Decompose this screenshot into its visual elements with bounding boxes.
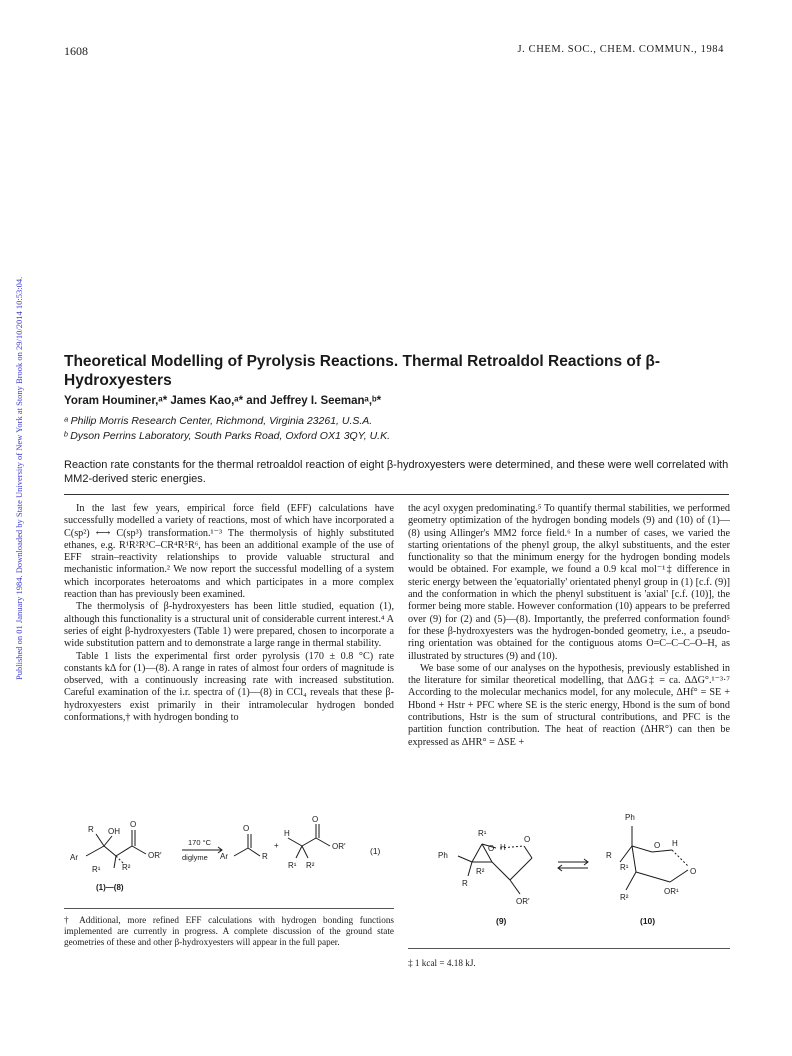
svg-text:OR′: OR′ bbox=[516, 897, 530, 906]
svg-text:Ar: Ar bbox=[220, 852, 228, 861]
svg-text:H: H bbox=[284, 829, 290, 838]
condition-temperature: 170 °C bbox=[188, 838, 212, 847]
paragraph: The thermolysis of β-hydroxyesters has been little studied, equation (1), although this functionality is a structural unit of considerable current interest.⁴ A series of eight β-hydroxyesters (Table 1) were prepared, chosen to incorporate a wide substitution pattern and to demonstrate a large range in thermal stability. bbox=[64, 601, 394, 650]
svg-text:O: O bbox=[654, 841, 661, 850]
svg-text:O: O bbox=[524, 835, 531, 844]
footnote-double-dagger: ‡ 1 kcal = 4.18 kJ. bbox=[408, 958, 476, 968]
svg-text:Ph: Ph bbox=[438, 851, 448, 860]
svg-text:R¹: R¹ bbox=[478, 829, 487, 838]
article-authors: Yoram Houminer,ᵃ* James Kao,ᵃ* and Jeffrey I. Seemanᵃ,ᵇ* bbox=[64, 395, 382, 407]
journal-header: J. CHEM. SOC., CHEM. COMMUN., 1984 bbox=[517, 44, 724, 55]
svg-text:H: H bbox=[672, 839, 678, 848]
paragraph: Table 1 lists the experimental first order pyrolysis (170 ± 0.8 °C) rate constants kΔ for (1)—(8). A range in rates of almost four orders of magnitude is observed, with a continuously increasing rate with increased substitution. Careful examination of the i.r. spectra of (1)—(8) in CCl₄ reveals that these β-hydroxyesters exist primarily in their intramolecular hydrogen bonded conformations,† with hydrogen bonding to bbox=[64, 650, 394, 724]
footnote-divider-right bbox=[408, 948, 730, 949]
svg-text:O: O bbox=[488, 844, 495, 853]
svg-text:Ph: Ph bbox=[625, 813, 635, 822]
svg-text:R¹: R¹ bbox=[288, 861, 297, 870]
svg-text:O: O bbox=[243, 824, 250, 833]
footnote-dagger: † Additional, more refined EFF calculations with hydrogen bonding functions implemented are currently in progress. A complete discussion of the ground state geometries of these and other β-hydroxyesters will appear in the full paper. bbox=[64, 915, 394, 947]
article-title: Theoretical Modelling of Pyrolysis Reactions. Thermal Retroaldol Reactions of β-Hydroxyesters bbox=[64, 353, 660, 389]
svg-text:O: O bbox=[312, 816, 319, 824]
left-column bbox=[64, 503, 394, 724]
footnote-divider bbox=[64, 908, 394, 909]
svg-text:R²: R² bbox=[306, 861, 315, 870]
abstract: Reaction rate constants for the thermal retroaldol reaction of eight β-hydroxyesters were determined, and these were well correlated with MM2-derived steric energies. bbox=[64, 459, 729, 485]
svg-text:R: R bbox=[606, 851, 612, 860]
svg-text:R²: R² bbox=[476, 867, 485, 876]
affiliation-a: ᵃ Philip Morris Research Center, Richmond, Virginia 23261, U.S.A. bbox=[64, 415, 373, 427]
svg-text:OR′: OR′ bbox=[148, 851, 162, 860]
svg-text:OR′: OR′ bbox=[332, 842, 346, 851]
equation-number: (1) bbox=[370, 846, 381, 856]
abstract-divider bbox=[64, 494, 729, 495]
structure-9-label: (9) bbox=[496, 916, 507, 926]
svg-text:O: O bbox=[130, 820, 137, 829]
svg-text:R¹: R¹ bbox=[620, 863, 629, 872]
svg-text:OH: OH bbox=[108, 827, 120, 836]
retroaldol-scheme bbox=[64, 816, 394, 896]
svg-text:R: R bbox=[262, 852, 268, 861]
svg-text:R²: R² bbox=[122, 863, 131, 872]
svg-text:OR¹: OR¹ bbox=[664, 887, 679, 896]
right-column bbox=[408, 503, 730, 749]
svg-text:H: H bbox=[500, 843, 506, 852]
condition-solvent: diglyme bbox=[182, 853, 208, 862]
download-sidenote[interactable]: Published on 01 January 1984. Downloaded by State University of New York at Stony Brook on 29/10/2014 10:53:04. bbox=[14, 276, 24, 680]
svg-text:R: R bbox=[88, 825, 94, 834]
reactant-label: (1)—(8) bbox=[96, 883, 124, 892]
svg-text:R: R bbox=[462, 879, 468, 888]
svg-text:O: O bbox=[690, 867, 697, 876]
paragraph: In the last few years, empirical force field (EFF) calculations have successfully modelled a variety of reactions, most of which have incorporated a C(sp²) ⟷ C(sp³) transformation.¹⁻³ The thermolysis of highly substituted ethanes, e.g. R¹R²R³C–CR⁴R⁵R⁶, has been an additional example of the use of EFF strain–reactivity relationships to provide valuable structural and mechanistic information.² We now report the successful modelling of a system which incorporates heteroatoms and which participates in a more complex reaction than has previously been examined. bbox=[64, 503, 394, 601]
paragraph: the acyl oxygen predominating.⁵ To quantify thermal stabilities, we performed geometry optimization of the hydrogen bonding models (9) and (10) of (1)—(8) using Allinger's MM2 force field.⁶ In a number of cases, we varied the starting orientations of the phenyl group, the alkyl substituents, and the ester functionality so that the minimum energy for the hydrogen bonding models would be obtained. For example, we found a 0.9 kcal mol⁻¹‡ difference in steric energy between the 'equatorially' orientated phenyl group in (1) [c.f. (9)] and the conformation in which the phenyl substituent is 'axial' [c.f. (10)], the former being more stable. However conformation (10) appears to be preferred over (9) for (2) and (5)—(8). Importantly, the preferred conformation found⁵ for these β-hydroxyesters was the hydrogen-bonded geometry, i.e., a pseudo-ring orientation was obtained for the contiguous atoms O=C–C–C–O–H, as illustrated by structures (9) and (10). bbox=[408, 503, 730, 662]
svg-text:+: + bbox=[274, 841, 279, 850]
svg-text:R¹: R¹ bbox=[92, 865, 101, 874]
structure-10-label: (10) bbox=[640, 916, 656, 926]
svg-text:Ar: Ar bbox=[70, 853, 78, 862]
affiliation-b: ᵇ Dyson Perrins Laboratory, South Parks Road, Oxford OX1 3QY, U.K. bbox=[64, 430, 391, 442]
page-number: 1608 bbox=[64, 44, 88, 58]
svg-text:R²: R² bbox=[620, 893, 629, 902]
paragraph: We base some of our analyses on the hypothesis, previously established in the literature for similar theoretical modelling, that ΔΔG‡ = ca. ΔΔG°.¹⁻³·⁷ According to the molecular mechanics model, for any molecule, ΔHf° = SE + Hbond + Hstr + PFC where SE is the steric energy, Hbond is the sum of bond contributions, Hstr is the sum of structural contributions, and PFC is the partition function contribution. The heat of reaction (ΔHR°) can then be expressed as ΔHR° = ΔSE + bbox=[408, 662, 730, 748]
structures-9-10 bbox=[420, 796, 720, 938]
